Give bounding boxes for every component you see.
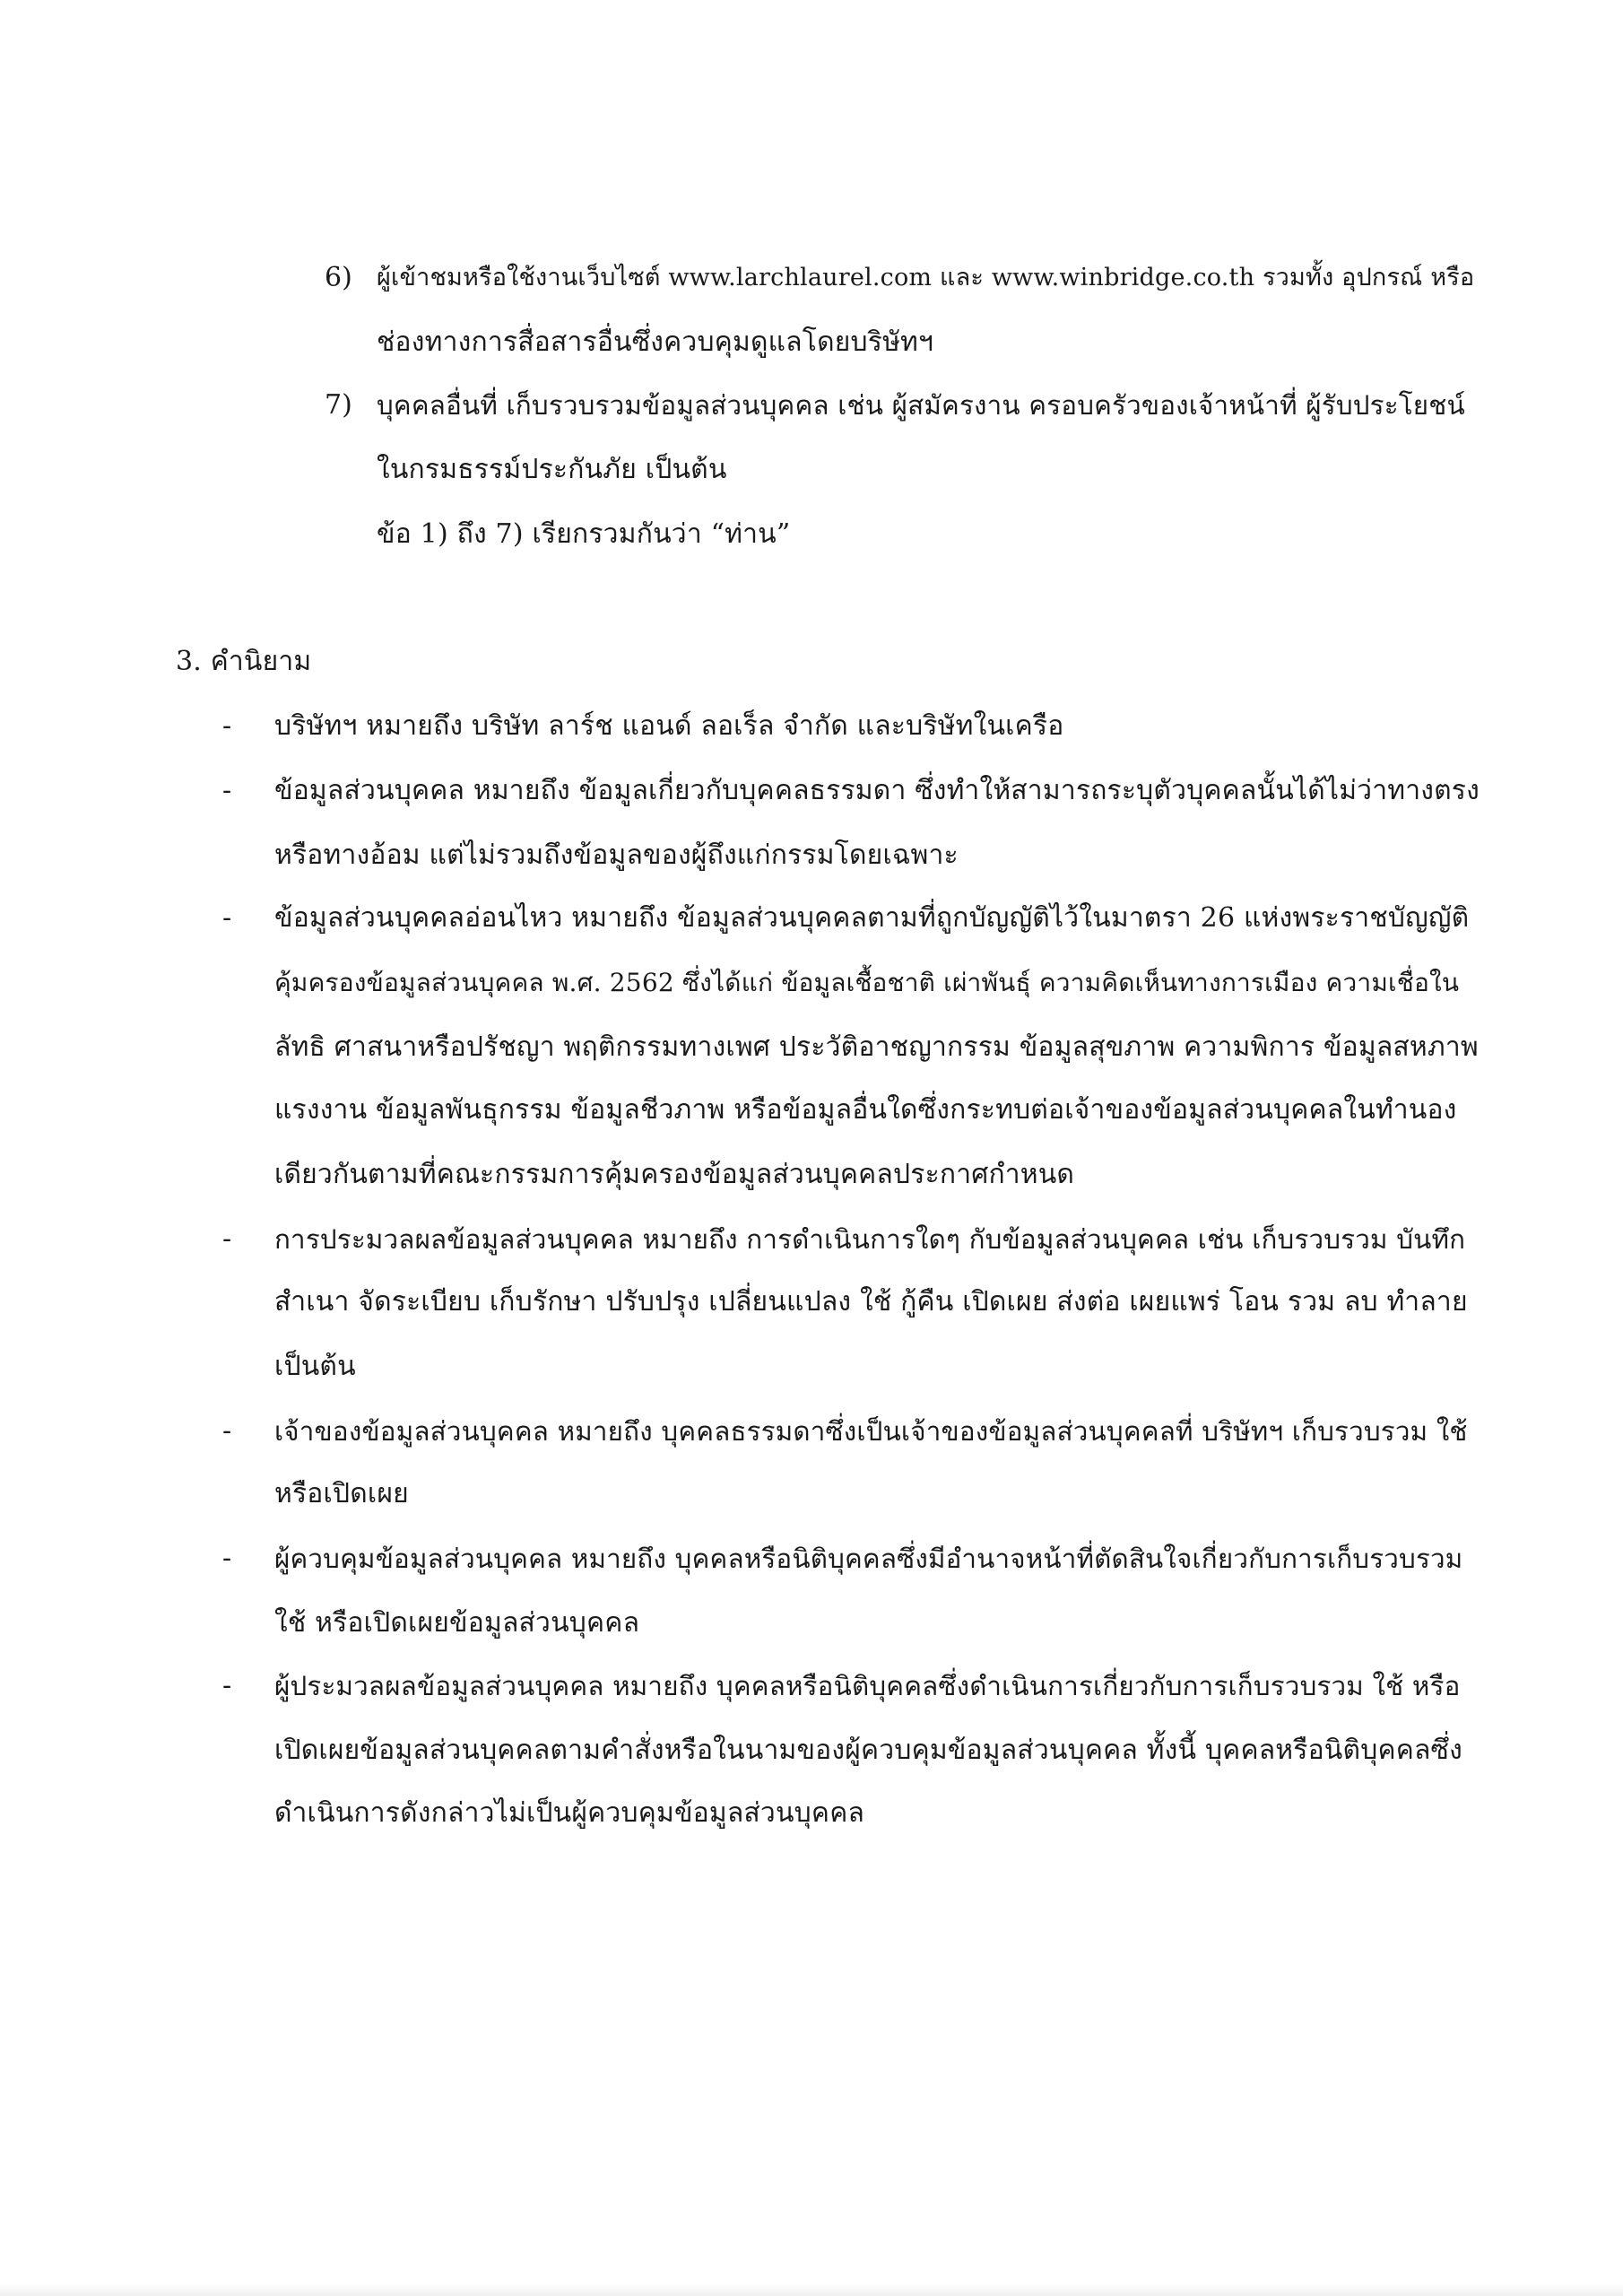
- definition-line: หรือเปิดเผย: [274, 1478, 409, 1509]
- definition-line: ดำเนินการดังกล่าวไม่เป็นผู้ควบคุมข้อมูลส่วนบุคคล: [274, 1797, 865, 1829]
- definition-line: สำเนา จัดระเบียบ เก็บรักษา ปรับปรุง เปลี่ยนแปลง ใช้ กู้คืน เปิดเผย ส่งต่อ เผยแพร่ โอน รวม ลบ ทำลาย: [274, 1286, 1468, 1318]
- definition-line: บริษัทฯ หมายถึง บริษัท ลาร์ช แอนด์ ลอเร็ล จำกัด และบริษัทในเครือ: [274, 710, 1064, 742]
- section-summary: ข้อ 1) ถึง 7) เรียกรวมกันว่า “ท่าน”: [377, 518, 791, 550]
- definition-line: การประมวลผลข้อมูลส่วนบุคคล หมายถึง การดำเนินการใดๆ กับข้อมูลส่วนบุคคล เช่น เก็บรวบรวม บันทึก: [274, 1224, 1466, 1255]
- bullet-dash: -: [222, 710, 232, 742]
- definition-line: ผู้ประมวลผลข้อมูลส่วนบุคคล หมายถึง บุคคลหรือนิติบุคคลซึ่งดำเนินการเกี่ยวกับการเก็บรวบรวม ใช้ หรือ: [274, 1671, 1461, 1701]
- list-item-line: ในกรมธรรม์ประกันภัย เป็นต้น: [377, 454, 727, 485]
- bullet-dash: -: [222, 1543, 232, 1574]
- list-item-line: บุคคลอื่นที่ เก็บรวบรวมข้อมูลส่วนบุคคล เช่น ผู้สมัครงาน ครอบครัวของเจ้าหน้าที่ ผู้รับประโยชน์: [377, 390, 1465, 421]
- definition-line: ผู้ควบคุมข้อมูลส่วนบุคคล หมายถึง บุคคลหรือนิติบุคคลซึ่งมีอำนาจหน้าที่ตัดสินใจเกี่ยวกับการเก็บรวบรวม: [274, 1544, 1463, 1574]
- bullet-dash: -: [222, 1670, 232, 1701]
- bullet-dash: -: [222, 1223, 232, 1255]
- list-item-line: ผู้เข้าชมหรือใช้งานเว็บไซต์ www.larchlaurel.com และ www.winbridge.co.th รวมทั้ง อุปกรณ์ หรือ: [377, 264, 1475, 291]
- list-item-line: ช่องทางการสื่อสารอื่นซึ่งควบคุมดูแลโดยบริษัทฯ: [377, 326, 934, 358]
- definition-line: เป็นต้น: [274, 1351, 356, 1382]
- definition-line: เปิดเผยข้อมูลส่วนบุคคลตามคำสั่งหรือในนามของผู้ควบคุมข้อมูลส่วนบุคคล ทั้งนี้ บุคคลหรือนิติบุคคลซึ่ง: [274, 1735, 1462, 1766]
- scan-edge: [0, 2283, 1623, 2296]
- definition-line: ข้อมูลส่วนบุคคล หมายถึง ข้อมูลเกี่ยวกับบุคคลธรรมดา ซึ่งทำให้สามารถระบุตัวบุคคลนั้นได้ไม่ว่าทางตรง: [274, 775, 1480, 806]
- definition-line: เดียวกันตามที่คณะกรรมการคุ้มครองข้อมูลส่วนบุคคลประกาศกำหนด: [274, 1159, 1075, 1190]
- bullet-dash: -: [222, 775, 232, 806]
- definition-line: คุ้มครองข้อมูลส่วนบุคคล พ.ศ. 2562 ซึ่งได้แก่ ข้อมูลเชื้อชาติ เผ่าพันธุ์ ความคิดเห็นทางการเมือง ความเชื่อใน: [274, 968, 1460, 997]
- definition-line: ใช้ หรือเปิดเผยข้อมูลส่วนบุคคล: [274, 1607, 640, 1639]
- list-number: 7): [325, 389, 352, 421]
- definition-line: แรงงาน ข้อมูลพันธุกรรม ข้อมูลชีวภาพ หรือข้อมูลอื่นใดซึ่งกระทบต่อเจ้าของข้อมูลส่วนบุคคลในทำนอง: [274, 1094, 1457, 1126]
- bullet-dash: -: [222, 1415, 232, 1447]
- definition-line: ข้อมูลส่วนบุคคลอ่อนไหว หมายถึง ข้อมูลส่วนบุคคลตามที่ถูกบัญญัติไว้ในมาตรา 26 แห่งพระราชบัญญัติ: [274, 902, 1470, 934]
- definition-line: เจ้าของข้อมูลส่วนบุคคล หมายถึง บุคคลธรรมดาซึ่งเป็นเจ้าของข้อมูลส่วนบุคคลที่ บริษัทฯ เก็บรวบรวม ใช้: [274, 1416, 1468, 1447]
- list-number: 6): [325, 262, 352, 293]
- definition-line: ลัทธิ ศาสนาหรือปรัชญา พฤติกรรมทางเพศ ประวัติอาชญากรรม ข้อมูลสุขภาพ ความพิการ ข้อมูลสหภาพ: [274, 1031, 1479, 1063]
- definition-line: หรือทางอ้อม แต่ไม่รวมถึงข้อมูลของผู้ถึงแก่กรรมโดยเฉพาะ: [274, 839, 959, 871]
- bullet-dash: -: [222, 902, 232, 934]
- section-heading: 3. คำนิยาม: [176, 646, 312, 677]
